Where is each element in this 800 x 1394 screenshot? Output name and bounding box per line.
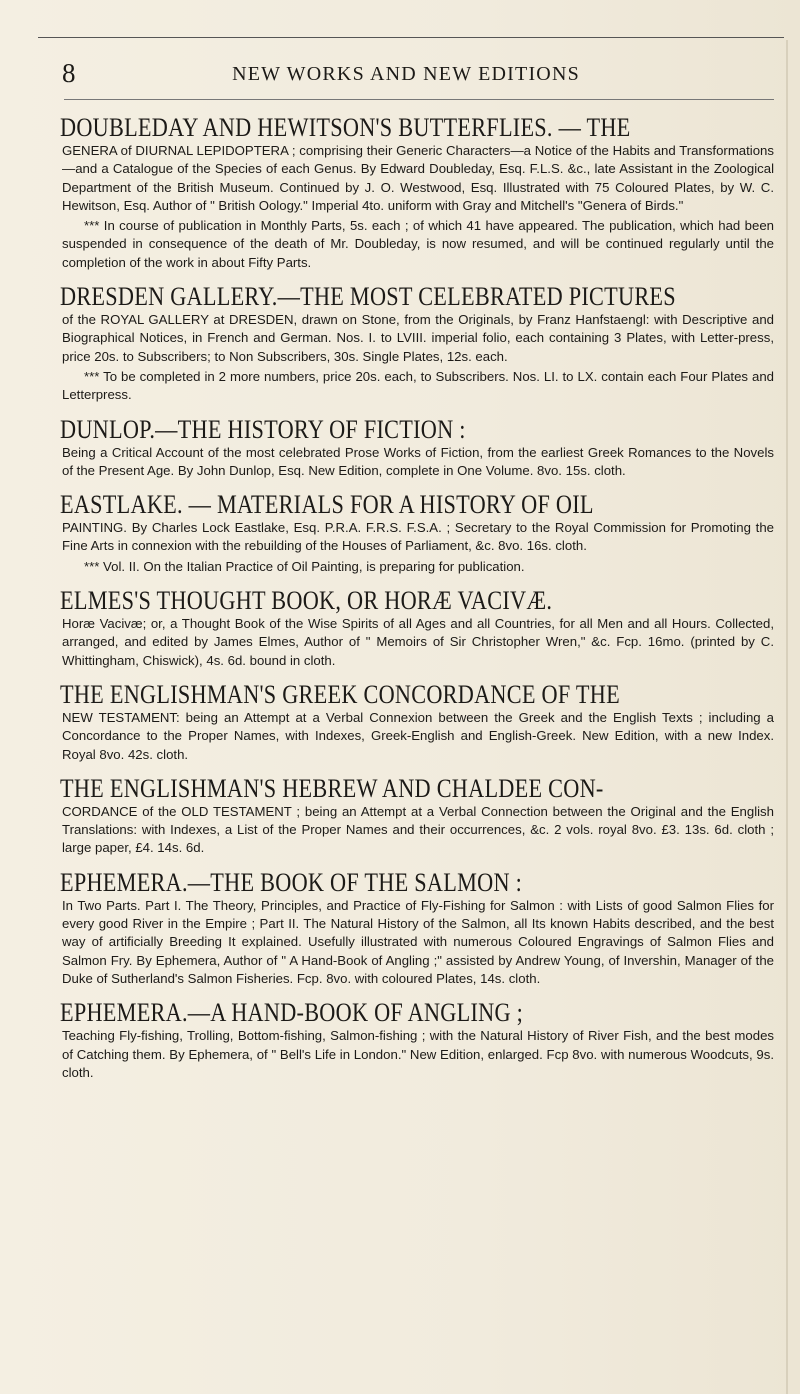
- top-rule: [38, 37, 784, 38]
- entry-title: EPHEMERA.—A HAND-BOOK OF ANGLING ;: [60, 997, 524, 1028]
- entry-description: of the ROYAL GALLERY at DRESDEN, drawn on Stone, from the Originals, by Franz Hanfstaengl: with Descriptive and Biographical Notices, in French and German. Nos. I. to LVIII. imperial folio, each containing 3 Plates, with Letter-press, price 20s. to Subscribers; to Non Subscribers, 30s. Single Plates, 12s. each.: [62, 312, 774, 364]
- entry-description: CORDANCE of the OLD TESTAMENT ; being an Attempt at a Verbal Connection between the Original and the English Translations: with Indexes, a List of the Proper Names and their occurrences, &c. 2 vols. royal 8vo. £3. 13s. 6d. cloth ; large paper, £4. 14s. 6d.: [62, 803, 774, 856]
- entry-doubleday-butterflies: [62, 112, 774, 272]
- entry-title: DOUBLEDAY AND HEWITSON'S BUTTERFLIES. — THE: [60, 112, 631, 142]
- entry-elmes-thought-book: [62, 585, 774, 670]
- entry-note: *** To be completed in 2 more numbers, price 20s. each, to Subscribers. Nos. LI. to LX. contain each Four Plates and Letterpress.: [62, 368, 774, 403]
- entry-title: ELMES'S THOUGHT BOOK, OR HORÆ VACIVÆ.: [60, 585, 553, 616]
- entry-title: THE ENGLISHMAN'S HEBREW AND CHALDEE CON-: [60, 772, 604, 803]
- entry-dresden-gallery: [62, 281, 774, 404]
- entry-title: EPHEMERA.—THE BOOK OF THE SALMON :: [60, 866, 523, 897]
- entry-note: *** Vol. II. On the Italian Practice of Oil Painting, is preparing for publication.: [84, 558, 525, 574]
- catalogue-listing: [62, 112, 774, 1091]
- entry-hand-book-of-angling: [62, 997, 774, 1082]
- entry-note: *** In course of publication in Monthly Parts, 5s. each ; of which 41 have appeared. The publication, which had been suspended in consequence of the death of Mr. Doubleday, is now resumed, and will be continued regularly until the completion of the work in about Fifty Parts.: [62, 218, 774, 270]
- entry-eastlake-oil-painting: [62, 489, 774, 576]
- page-edge: [786, 40, 788, 1394]
- entry-description: NEW TESTAMENT: being an Attempt at a Verbal Connexion between the Greek and the English Texts ; including a Concordance to the Proper Names, with Indexes, Greek-English and English-Greek. New Edition, with a new Index. Royal 8vo. 42s. cloth.: [62, 709, 774, 762]
- entry-description: PAINTING. By Charles Lock Eastlake, Esq. P.R.A. F.R.S. F.S.A. ; Secretary to the Royal Commission for Promoting the Fine Arts in connexion with the rebuilding of the Houses of Parliament, &c. 8vo. 16s. cloth.: [62, 520, 774, 554]
- entry-description: GENERA of DIURNAL LEPIDOPTERA ; comprising their Generic Characters—a Notice of the Habits and Transformations—and a Catalogue of the Species of each Genus. By Edward Doubleday, Esq. F.L.S. &c., late Assistant in the Zoological Department of the British Museum. Continued by J. O. Westwood, Esq. Illustrated with 75 Coloured Plates, by W. C. Hewitson, Esq. Author of " British Oology." Imperial 4to. uniform with Gray and Mitchell's "Genera of Birds.": [62, 143, 774, 213]
- entry-book-of-salmon: [62, 867, 774, 988]
- entry-description: In Two Parts. Part I. The Theory, Principles, and Practice of Fly-Fishing for Salmon : with Lists of good Salmon Flies for every good River in the Empire ; Part II. The Natural History of the Salmon, all Its known Habits described, and the best way of artificially Breeding It explained. Usefully illustrated with numerous Coloured Engravings of Salmon Flies and Salmon Fry. By Ephemera, Author of " A Hand-Book of Angling ;" assisted by Andrew Young, of Invershin, Manager of the Duke of Sutherland's Salmon Fisheries. Fcp. 8vo. with coloured Plates, 14s. cloth.: [62, 897, 774, 986]
- entry-description: Teaching Fly-fishing, Trolling, Bottom-fishing, Salmon-fishing ; with the Natural History of River Fish, and the best modes of Catching them. By Ephemera, of " Bell's Life in London." New Edition, enlarged. Fcp 8vo. with numerous Woodcuts, 9s. cloth.: [62, 1028, 774, 1080]
- entry-title: DRESDEN GALLERY.—THE MOST CELEBRATED PICTURES: [60, 281, 676, 312]
- entry-title: DUNLOP.—THE HISTORY OF FICTION :: [60, 413, 466, 444]
- entry-title: THE ENGLISHMAN'S GREEK CONCORDANCE OF THE: [60, 678, 620, 709]
- entry-hebrew-concordance: [62, 773, 774, 858]
- header-rule: [64, 99, 774, 100]
- entry-description: Horæ Vacivæ; or, a Thought Book of the Wise Spirits of all Ages and all Countries, for all Men and all Hours. Collected, arranged, and edited by James Elmes, Author of " Memoirs of Sir Christopher Wren," &c. Fcp. 16mo. (printed by C. Whittingham, Chiswick), 4s. 6d. bound in cloth.: [62, 616, 774, 668]
- running-head: NEW WORKS AND NEW EDITIONS: [232, 63, 580, 85]
- page-number: 8: [62, 58, 76, 88]
- entry-title: EASTLAKE. — MATERIALS FOR A HISTORY OF OIL: [60, 489, 594, 520]
- entry-description: Being a Critical Account of the most celebrated Prose Works of Fiction, from the earliest Greek Romances to the Novels of the Present Age. By John Dunlop, Esq. New Edition, complete in One Volume. 8vo. 15s. cloth.: [62, 444, 774, 478]
- page-header: [56, 55, 756, 89]
- entry-dunlop-fiction: [62, 414, 774, 481]
- entry-greek-concordance: [62, 679, 774, 764]
